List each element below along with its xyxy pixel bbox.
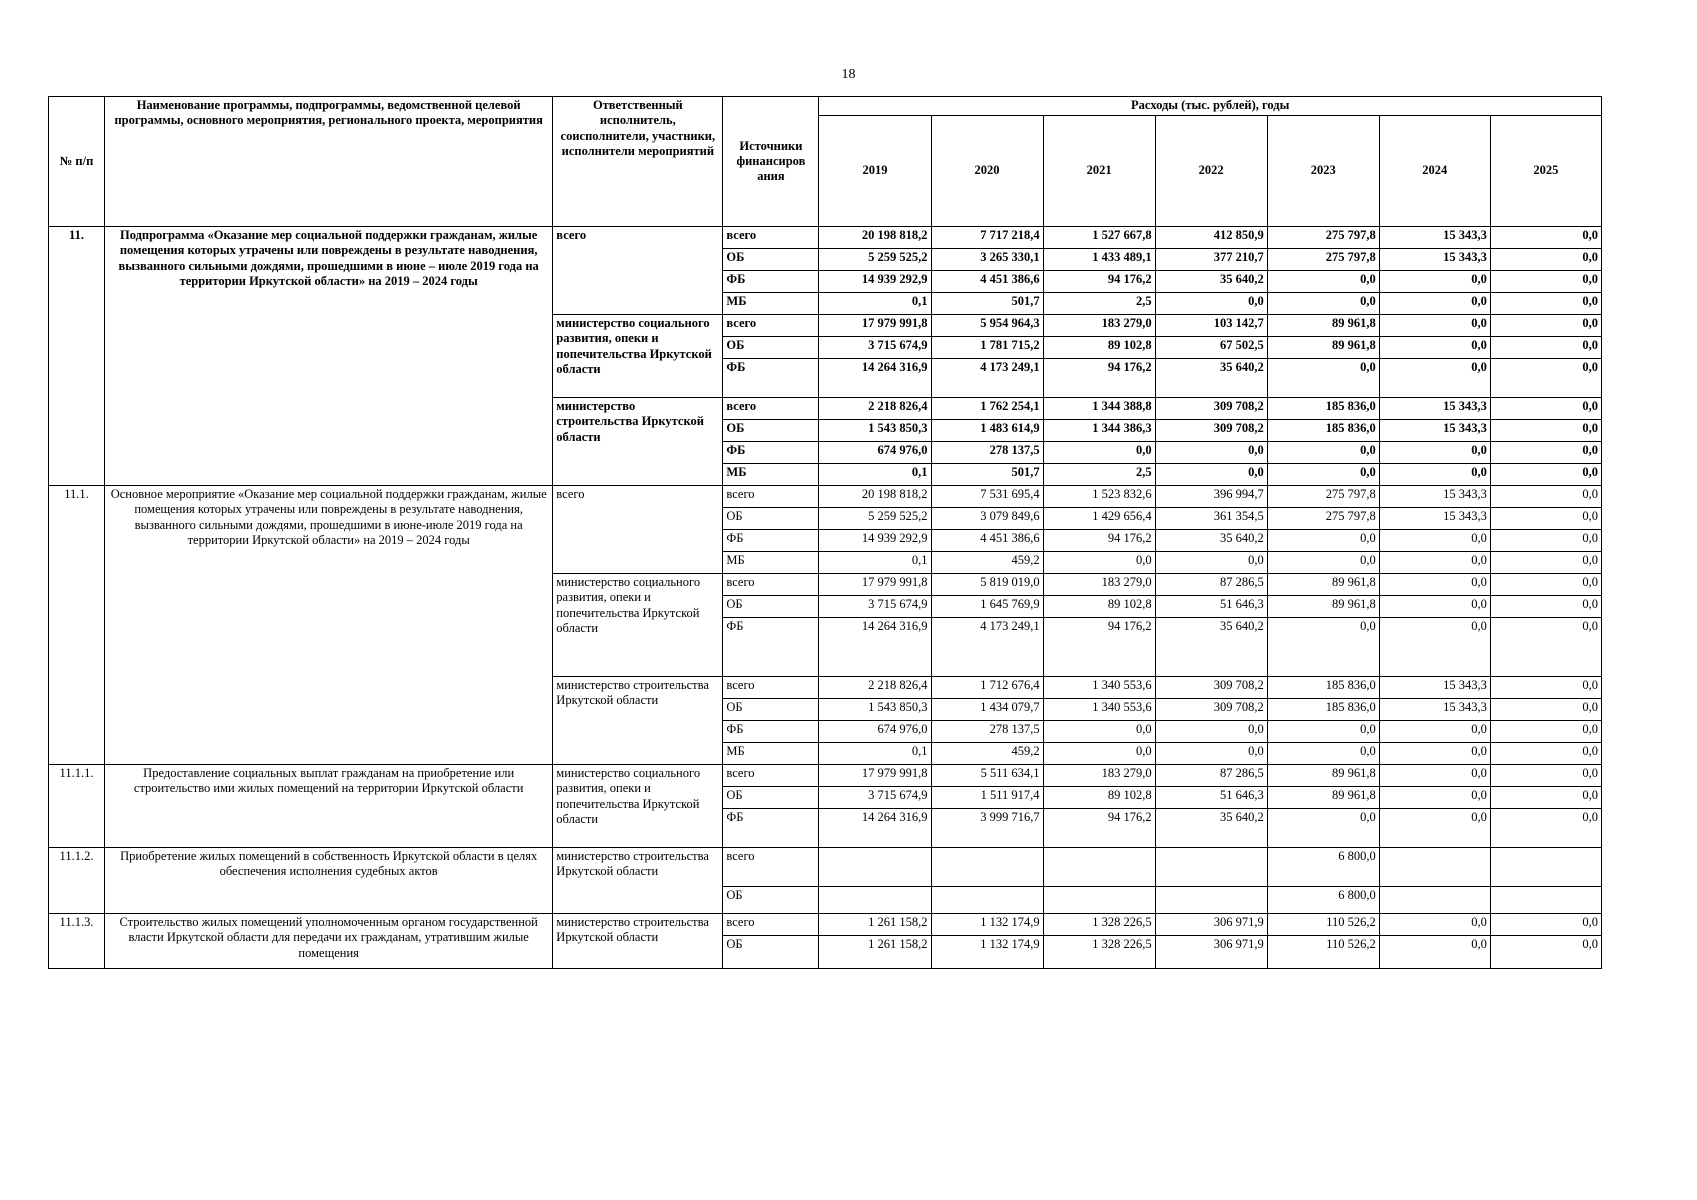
row-value: 17 979 991,8 (819, 574, 931, 596)
row-value: 1 344 386,3 (1043, 420, 1155, 442)
row-value (1490, 887, 1601, 914)
row-value: 1 132 174,9 (931, 914, 1043, 936)
row-value: 0,0 (1267, 464, 1379, 486)
row-source: ФБ (723, 618, 819, 677)
row-value: 0,0 (1379, 464, 1490, 486)
header-year: 2020 (931, 116, 1043, 227)
row-value: 51 646,3 (1155, 787, 1267, 809)
row-value (931, 887, 1043, 914)
row-value: 185 836,0 (1267, 398, 1379, 420)
row-value: 0,0 (1379, 914, 1490, 936)
row-value: 275 797,8 (1267, 227, 1379, 249)
row-value: 0,0 (1490, 293, 1601, 315)
section-activity (49, 848, 1602, 914)
row-source: МБ (723, 293, 819, 315)
row-value: 4 451 386,6 (931, 530, 1043, 552)
row-value: 0,0 (1379, 337, 1490, 359)
row-value: 15 343,3 (1379, 508, 1490, 530)
row-value: 0,0 (1379, 721, 1490, 743)
row-value: 3 715 674,9 (819, 787, 931, 809)
row-value: 278 137,5 (931, 442, 1043, 464)
row-value: 0,0 (1155, 464, 1267, 486)
row-executor: министерство строительства Иркутской области (553, 848, 723, 914)
row-value: 0,0 (1490, 596, 1601, 618)
row-value: 1 340 553,6 (1043, 699, 1155, 721)
row-value: 89 961,8 (1267, 787, 1379, 809)
row-number: 11.1.2. (49, 848, 105, 914)
row-value: 14 264 316,9 (819, 809, 931, 848)
row-name: Приобретение жилых помещений в собственность Иркутской области в целях обеспечения исполнения судебных актов (105, 848, 553, 914)
row-value: 2,5 (1043, 464, 1155, 486)
row-value: 0,0 (1379, 442, 1490, 464)
row-value: 275 797,8 (1267, 508, 1379, 530)
row-value: 1 132 174,9 (931, 936, 1043, 969)
budget-table (48, 96, 1602, 969)
row-value: 0,0 (1379, 936, 1490, 969)
row-value: 459,2 (931, 552, 1043, 574)
row-source: МБ (723, 464, 819, 486)
row-value: 0,0 (1379, 293, 1490, 315)
row-value: 0,0 (1267, 743, 1379, 765)
row-value: 0,0 (1267, 618, 1379, 677)
row-value: 1 261 158,2 (819, 936, 931, 969)
row-value: 0,0 (1267, 530, 1379, 552)
row-value: 35 640,2 (1155, 359, 1267, 398)
row-value: 0,0 (1490, 508, 1601, 530)
row-value: 185 836,0 (1267, 699, 1379, 721)
row-value: 3 715 674,9 (819, 337, 931, 359)
row-value: 0,0 (1490, 249, 1601, 271)
row-source: всего (723, 486, 819, 508)
row-executor: министерство социального развития, опеки и попечительства Иркутской области (553, 574, 723, 677)
header-executor: Ответственный исполнитель, соисполнители, участники, исполнители мероприятий (553, 97, 723, 227)
row-name: Подпрограмма «Оказание мер социальной поддержки гражданам, жилые помещения которых утрачены или повреждены в результате наводнения, вызванного сильными дождями, прошедшими в июне – июле 2019 года на территории Иркутской области» на 2019 – 2024 годы (105, 227, 553, 486)
table-row (49, 848, 1602, 887)
row-value: 0,0 (1490, 809, 1601, 848)
row-value: 3 265 330,1 (931, 249, 1043, 271)
row-value: 94 176,2 (1043, 271, 1155, 293)
row-value: 3 715 674,9 (819, 596, 931, 618)
row-value: 0,0 (1155, 743, 1267, 765)
row-value (1155, 848, 1267, 887)
row-value: 183 279,0 (1043, 574, 1155, 596)
row-value: 7 717 218,4 (931, 227, 1043, 249)
row-value (1155, 887, 1267, 914)
row-executor: министерство строительства Иркутской области (553, 677, 723, 765)
row-value: 275 797,8 (1267, 249, 1379, 271)
row-value: 35 640,2 (1155, 809, 1267, 848)
row-source: ОБ (723, 596, 819, 618)
row-value: 0,0 (1379, 271, 1490, 293)
row-value: 0,0 (1379, 552, 1490, 574)
row-value (819, 887, 931, 914)
header-expenses: Расходы (тыс. рублей), годы (819, 97, 1602, 116)
row-value: 15 343,3 (1379, 420, 1490, 442)
row-value: 0,0 (1490, 699, 1601, 721)
row-source: всего (723, 848, 819, 887)
row-value: 14 264 316,9 (819, 618, 931, 677)
row-value: 1 762 254,1 (931, 398, 1043, 420)
row-value: 0,0 (1267, 359, 1379, 398)
row-value: 1 543 850,3 (819, 420, 931, 442)
row-value: 459,2 (931, 743, 1043, 765)
row-value: 1 344 388,8 (1043, 398, 1155, 420)
row-source: всего (723, 574, 819, 596)
row-source: ОБ (723, 508, 819, 530)
row-value: 501,7 (931, 464, 1043, 486)
row-value: 89 961,8 (1267, 315, 1379, 337)
row-value: 0,1 (819, 464, 931, 486)
row-value: 7 531 695,4 (931, 486, 1043, 508)
row-value: 0,0 (1379, 765, 1490, 787)
section-activity (49, 765, 1602, 848)
row-value: 0,0 (1490, 420, 1601, 442)
table-row (49, 227, 1602, 249)
row-value: 89 102,8 (1043, 787, 1155, 809)
row-value: 0,0 (1490, 618, 1601, 677)
row-value: 4 173 249,1 (931, 618, 1043, 677)
row-source: ФБ (723, 442, 819, 464)
row-value: 1 511 917,4 (931, 787, 1043, 809)
table-row (49, 765, 1602, 787)
row-value: 0,0 (1267, 293, 1379, 315)
row-value (931, 848, 1043, 887)
row-value: 0,0 (1490, 315, 1601, 337)
row-value: 51 646,3 (1155, 596, 1267, 618)
row-value: 1 261 158,2 (819, 914, 931, 936)
row-value: 94 176,2 (1043, 359, 1155, 398)
row-value: 1 712 676,4 (931, 677, 1043, 699)
header-year: 2025 (1490, 116, 1601, 227)
row-value: 309 708,2 (1155, 699, 1267, 721)
row-value: 2,5 (1043, 293, 1155, 315)
row-value: 1 433 489,1 (1043, 249, 1155, 271)
row-source: всего (723, 765, 819, 787)
row-value: 1 429 656,4 (1043, 508, 1155, 530)
row-value: 20 198 818,2 (819, 227, 931, 249)
header-name: Наименование программы, подпрограммы, ведомственной целевой программы, основного мероприятия, регионального проекта, мероприятия (105, 97, 553, 227)
row-value: 15 343,3 (1379, 249, 1490, 271)
row-value: 89 102,8 (1043, 596, 1155, 618)
row-value: 0,0 (1043, 743, 1155, 765)
row-source: ОБ (723, 936, 819, 969)
row-value: 35 640,2 (1155, 618, 1267, 677)
row-value (1043, 887, 1155, 914)
row-value: 185 836,0 (1267, 420, 1379, 442)
row-source: ФБ (723, 530, 819, 552)
row-executor: всего (553, 486, 723, 574)
row-source: ФБ (723, 809, 819, 848)
row-executor: министерство строительства Иркутской области (553, 398, 723, 486)
row-value: 0,0 (1490, 765, 1601, 787)
row-value: 20 198 818,2 (819, 486, 931, 508)
row-source: ОБ (723, 337, 819, 359)
row-value: 0,0 (1379, 596, 1490, 618)
row-value: 1 340 553,6 (1043, 677, 1155, 699)
row-value: 309 708,2 (1155, 398, 1267, 420)
row-value: 3 079 849,6 (931, 508, 1043, 530)
row-value: 94 176,2 (1043, 618, 1155, 677)
row-value: 0,0 (1043, 552, 1155, 574)
row-value: 0,0 (1267, 271, 1379, 293)
row-executor: министерство социального развития, опеки и попечительства Иркутской области (553, 315, 723, 398)
row-executor: всего (553, 227, 723, 315)
row-value: 0,0 (1490, 914, 1601, 936)
row-name: Предоставление социальных выплат гражданам на приобретение или строительство ими жилых помещений на территории Иркутской области (105, 765, 553, 848)
row-value: 1 328 226,5 (1043, 914, 1155, 936)
row-value: 0,0 (1267, 442, 1379, 464)
row-value: 110 526,2 (1267, 936, 1379, 969)
row-value: 0,0 (1490, 398, 1601, 420)
row-value (819, 848, 931, 887)
row-value: 0,0 (1379, 809, 1490, 848)
row-value: 0,0 (1490, 787, 1601, 809)
row-value: 0,0 (1379, 618, 1490, 677)
row-value: 0,0 (1490, 530, 1601, 552)
row-value: 0,0 (1490, 552, 1601, 574)
row-value: 89 961,8 (1267, 596, 1379, 618)
row-value: 110 526,2 (1267, 914, 1379, 936)
row-number: 11.1.3. (49, 914, 105, 969)
row-source: ОБ (723, 699, 819, 721)
row-value: 396 994,7 (1155, 486, 1267, 508)
row-value: 2 218 826,4 (819, 398, 931, 420)
row-source: ОБ (723, 887, 819, 914)
row-value: 0,0 (1490, 227, 1601, 249)
row-value: 0,0 (1155, 293, 1267, 315)
row-value: 0,1 (819, 743, 931, 765)
header-source: Источники финансиров ания (723, 97, 819, 227)
row-value: 94 176,2 (1043, 809, 1155, 848)
row-number: 11.1.1. (49, 765, 105, 848)
row-value: 0,0 (1379, 787, 1490, 809)
row-value: 0,0 (1490, 743, 1601, 765)
row-value: 89 961,8 (1267, 765, 1379, 787)
row-value: 309 708,2 (1155, 420, 1267, 442)
row-value: 94 176,2 (1043, 530, 1155, 552)
row-value: 89 102,8 (1043, 337, 1155, 359)
row-number: 11. (49, 227, 105, 486)
row-source: ФБ (723, 721, 819, 743)
row-value: 35 640,2 (1155, 271, 1267, 293)
row-value: 5 259 525,2 (819, 508, 931, 530)
row-source: ОБ (723, 249, 819, 271)
row-value: 674 976,0 (819, 442, 931, 464)
row-value (1379, 848, 1490, 887)
row-value: 15 343,3 (1379, 677, 1490, 699)
row-value: 35 640,2 (1155, 530, 1267, 552)
row-value: 2 218 826,4 (819, 677, 931, 699)
section-activity (49, 914, 1602, 969)
row-value: 0,0 (1490, 337, 1601, 359)
row-value: 0,0 (1155, 442, 1267, 464)
row-source: МБ (723, 552, 819, 574)
row-value: 15 343,3 (1379, 398, 1490, 420)
row-value: 0,0 (1490, 271, 1601, 293)
row-value: 1 523 832,6 (1043, 486, 1155, 508)
row-value: 1 543 850,3 (819, 699, 931, 721)
row-value: 0,0 (1379, 530, 1490, 552)
row-value: 89 961,8 (1267, 337, 1379, 359)
row-value: 183 279,0 (1043, 765, 1155, 787)
row-name: Основное мероприятие «Оказание мер социальной поддержки гражданам, жилые помещения которых утрачены или повреждены в результате наводнения, вызванного сильными дождями, прошедшими в июне-июле 2019 года на территории Иркутской области» на 2019 – 2024 годы (105, 486, 553, 765)
header-year: 2024 (1379, 116, 1490, 227)
row-value: 0,0 (1490, 677, 1601, 699)
row-value: 4 173 249,1 (931, 359, 1043, 398)
row-value: 0,0 (1490, 486, 1601, 508)
row-value: 17 979 991,8 (819, 765, 931, 787)
row-source: ОБ (723, 420, 819, 442)
row-value: 309 708,2 (1155, 677, 1267, 699)
row-value (1043, 848, 1155, 887)
row-value: 0,0 (1043, 442, 1155, 464)
row-value: 275 797,8 (1267, 486, 1379, 508)
row-value: 0,0 (1490, 359, 1601, 398)
row-value: 0,0 (1490, 442, 1601, 464)
table-row (49, 486, 1602, 508)
row-value: 0,0 (1155, 552, 1267, 574)
row-value: 0,0 (1267, 721, 1379, 743)
row-value: 1 434 079,7 (931, 699, 1043, 721)
row-value: 6 800,0 (1267, 848, 1379, 887)
row-value: 361 354,5 (1155, 508, 1267, 530)
header-year: 2022 (1155, 116, 1267, 227)
header-year: 2021 (1043, 116, 1155, 227)
row-source: ФБ (723, 271, 819, 293)
row-value: 306 971,9 (1155, 936, 1267, 969)
row-value: 0,0 (1490, 721, 1601, 743)
row-value (1379, 887, 1490, 914)
row-executor: министерство строительства Иркутской области (553, 914, 723, 969)
row-value: 5 511 634,1 (931, 765, 1043, 787)
row-value: 15 343,3 (1379, 486, 1490, 508)
row-value: 5 259 525,2 (819, 249, 931, 271)
row-value: 6 800,0 (1267, 887, 1379, 914)
row-value: 14 939 292,9 (819, 530, 931, 552)
row-value: 0,1 (819, 552, 931, 574)
row-value: 501,7 (931, 293, 1043, 315)
row-value: 15 343,3 (1379, 227, 1490, 249)
row-value: 0,1 (819, 293, 931, 315)
row-source: всего (723, 914, 819, 936)
row-value: 377 210,7 (1155, 249, 1267, 271)
row-value: 0,0 (1043, 721, 1155, 743)
row-value: 5 819 019,0 (931, 574, 1043, 596)
row-value: 1 483 614,9 (931, 420, 1043, 442)
row-value: 0,0 (1490, 936, 1601, 969)
row-executor: министерство социального развития, опеки и попечительства Иркутской области (553, 765, 723, 848)
row-value: 306 971,9 (1155, 914, 1267, 936)
row-value: 14 264 316,9 (819, 359, 931, 398)
row-value: 0,0 (1267, 809, 1379, 848)
row-value: 67 502,5 (1155, 337, 1267, 359)
header-year: 2023 (1267, 116, 1379, 227)
table-header (49, 97, 1602, 227)
row-value: 14 939 292,9 (819, 271, 931, 293)
row-value: 4 451 386,6 (931, 271, 1043, 293)
row-value: 17 979 991,8 (819, 315, 931, 337)
header-year: 2019 (819, 116, 931, 227)
row-value: 1 527 667,8 (1043, 227, 1155, 249)
row-value: 0,0 (1155, 721, 1267, 743)
row-value: 185 836,0 (1267, 677, 1379, 699)
row-source: ОБ (723, 787, 819, 809)
row-value: 278 137,5 (931, 721, 1043, 743)
row-value: 0,0 (1379, 743, 1490, 765)
row-value: 0,0 (1267, 552, 1379, 574)
row-value: 0,0 (1379, 574, 1490, 596)
row-number: 11.1. (49, 486, 105, 765)
section-main-activity (49, 486, 1602, 765)
row-value: 87 286,5 (1155, 765, 1267, 787)
row-source: всего (723, 315, 819, 337)
row-value: 0,0 (1379, 359, 1490, 398)
row-value: 103 142,7 (1155, 315, 1267, 337)
row-value: 87 286,5 (1155, 574, 1267, 596)
row-value: 5 954 964,3 (931, 315, 1043, 337)
row-source: МБ (723, 743, 819, 765)
row-source: всего (723, 398, 819, 420)
row-value: 0,0 (1490, 574, 1601, 596)
row-value: 15 343,3 (1379, 699, 1490, 721)
row-value: 3 999 716,7 (931, 809, 1043, 848)
page-number: 18 (841, 67, 856, 82)
row-value: 0,0 (1490, 464, 1601, 486)
row-value: 674 976,0 (819, 721, 931, 743)
row-value: 183 279,0 (1043, 315, 1155, 337)
row-name: Строительство жилых помещений уполномоченным органом государственной власти Иркутской области для передачи их гражданам, утратившим жилые помещения (105, 914, 553, 969)
row-value: 89 961,8 (1267, 574, 1379, 596)
row-source: всего (723, 677, 819, 699)
row-value: 0,0 (1379, 315, 1490, 337)
row-value (1490, 848, 1601, 887)
row-source: ФБ (723, 359, 819, 398)
row-source: всего (723, 227, 819, 249)
table-row (49, 914, 1602, 936)
row-value: 1 328 226,5 (1043, 936, 1155, 969)
row-value: 412 850,9 (1155, 227, 1267, 249)
row-value: 1 781 715,2 (931, 337, 1043, 359)
section-subprogram (49, 227, 1602, 486)
header-num: № п/п (49, 97, 105, 227)
row-value: 1 645 769,9 (931, 596, 1043, 618)
